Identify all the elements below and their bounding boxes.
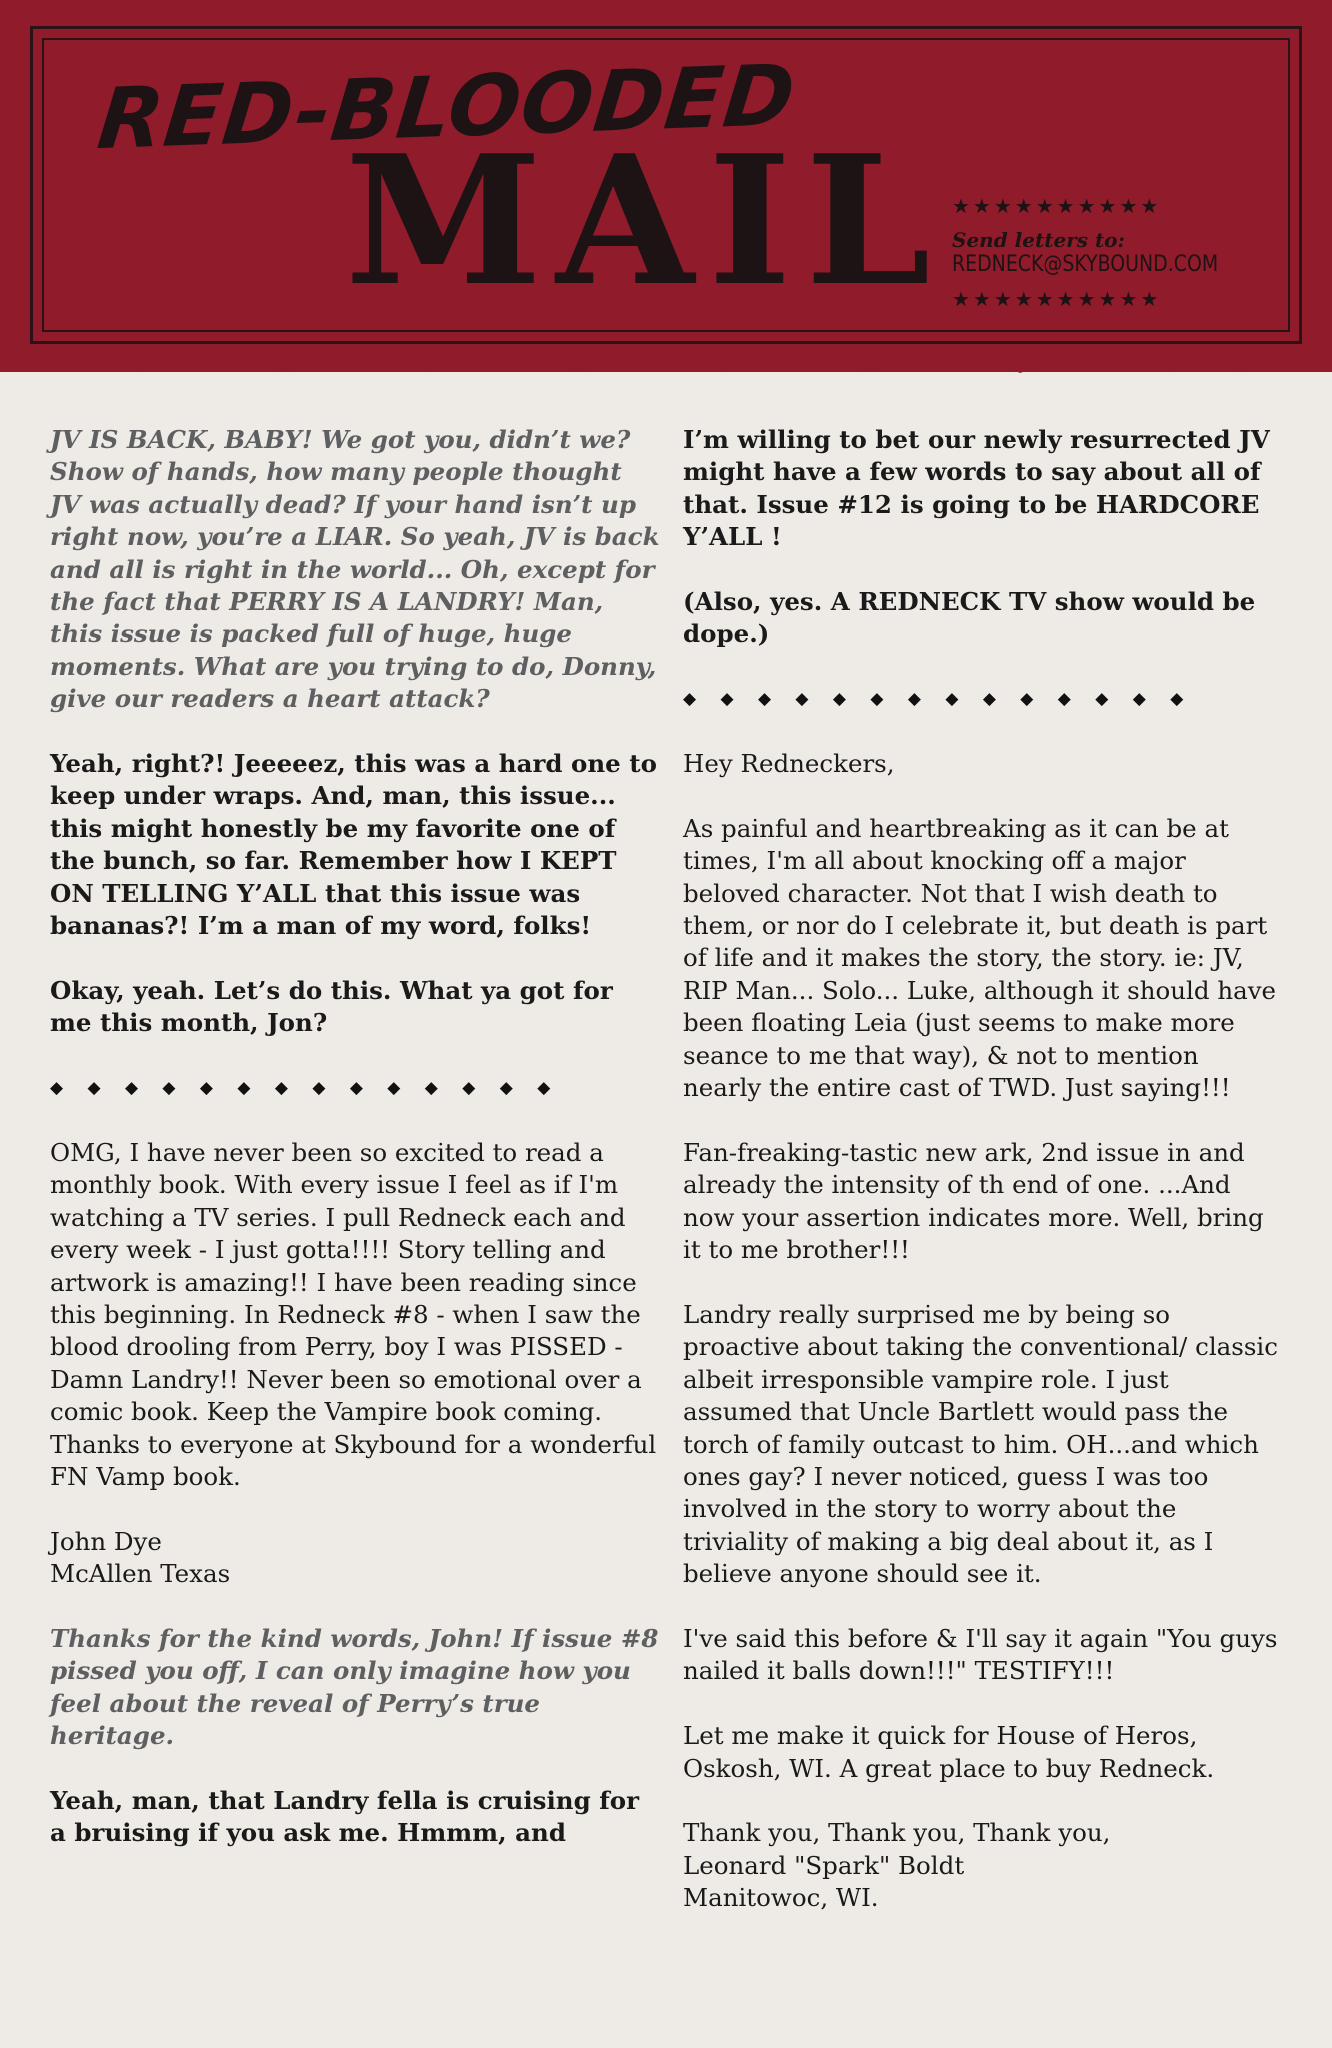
divider-diamonds: ◆ ◆ ◆ ◆ ◆ ◆ ◆ ◆ ◆ ◆ ◆ ◆ ◆ ◆ [50,1078,551,1099]
contact-email[interactable]: REDNECK@SKYBOUND.COM [952,252,1219,277]
letter-john-dye: OMG, I have never been so excited to read a monthly book. With every issue I feel as if I'm watching a TV series. I pull Redneck each and every week - I just gotta!!!! Story telling and artwork is amazing!! I have been reading since this beginning. In Redneck #8 - when I saw the blood drooling from Perry, boy I was PISSED - Damn Landry!! Never been so emotional over a comic book. Keep the Vampire book coming. Thanks to everyone at Skybound for a wonderful FN Vamp book. [50,1137,657,1491]
editor-response-bold: Yeah, man, that Landry fella is cruising for a bruising if you ask me. Hmmm, and [50,1785,640,1848]
letter-signature: John Dye McAllen Texas [50,1526,231,1589]
section-divider [683,683,1283,715]
star-row-top: ★★★★★★★★★★ [952,194,1162,218]
letter-greeting: Hey Redneckers, [683,749,895,779]
ragged-edge [0,345,1332,385]
letter-paragraph: Let me make it quick for House of Heros, Oskosh, WI. A great place to buy Redneck. [683,1721,1215,1783]
editor-intro: JV IS BACK, BABY! We got you, didn’t we? Show of hands, how many people thought JV was actually dead? If your hand isn’t up right now, you’re a LIAR. So yeah, JV is back and all is right in the world... Oh, except for the fact that PERRY IS A LANDRY! Man, this issue is packed full of huge, huge moments. What are you trying to do, Donny, give our readers a heart attack? [50,425,660,714]
editor-aside: (Also, yes. A REDNECK TV show would be dope.) [683,587,1256,649]
divider-diamonds: ◆ ◆ ◆ ◆ ◆ ◆ ◆ ◆ ◆ ◆ ◆ ◆ ◆ ◆ [683,689,1184,710]
left-column [50,424,660,1882]
star-row-bottom: ★★★★★★★★★★ [952,287,1162,311]
logo-mail: MAIL [345,116,945,325]
editor-reply-2: Okay, yeah. Let’s do this. What ya got for me this month, Jon? [50,975,613,1038]
editor-reply-1: Yeah, right?! Jeeeeez, this was a hard one to keep under wraps. And, man, this issue... this might honestly be my favorite one of the bunch, so far. Remember how I KEPT ON TELLING Y’ALL that this issue was bananas?! I’m a man of my word, folks! [50,749,657,941]
editor-response-italic: Thanks for the kind words, John! If issue #8 pissed you off, I can only imagine how you feel about the reveal of Perry’s true heritage. [50,1623,659,1751]
right-column [683,424,1283,1947]
send-letters-label: Send letters to: [952,228,1125,252]
letter-paragraph: Landry really surprised me by being so proactive about taking the conventional/ classic albeit irresponsible vampire role. I just assumed that Uncle Bartlett would pass the torch of family outcast to him. OH...and which ones gay? I never noticed, guess I was too involved in the story to worry about the triviality of making a big deal about it, as I believe anyone should see it. [683,1299,1278,1589]
logo-red-blooded: RED-BLOODED [93,45,801,169]
letter-paragraph: As painful and heartbreaking as it can be at times, I'm all about knocking off a major beloved character. Not that I wish death to them, or nor do I celebrate it, but death is part of life and it makes the story, the story. ie: JV, RIP Man... Solo... Luke, although it should have been floating Leia (just seems to make more seance to me that way), & not to mention nearly the entire cast of TWD. Just saying!!! [683,813,1277,1103]
letter-paragraph: Fan-freaking-tastic new ark, 2nd issue in and already the intensity of th end of one. ...And now your assertion indicates more. Well, bring it to me brother!!! [683,1137,1264,1265]
letter-paragraph: I've said this before & I'll say it again "You guys nailed it balls down!!!" TESTIFY!!! [683,1623,1278,1686]
letter-closing: Thank you, Thank you, Thank you, Leonard "Spark" Boldt Manitowoc, WI. [683,1818,1111,1913]
section-divider [50,1072,660,1104]
editor-continued: I’m willing to bet our newly resurrected JV might have a few words to say about all of that. Issue #12 is going to be HARDCORE Y’ALL ! [683,425,1270,552]
